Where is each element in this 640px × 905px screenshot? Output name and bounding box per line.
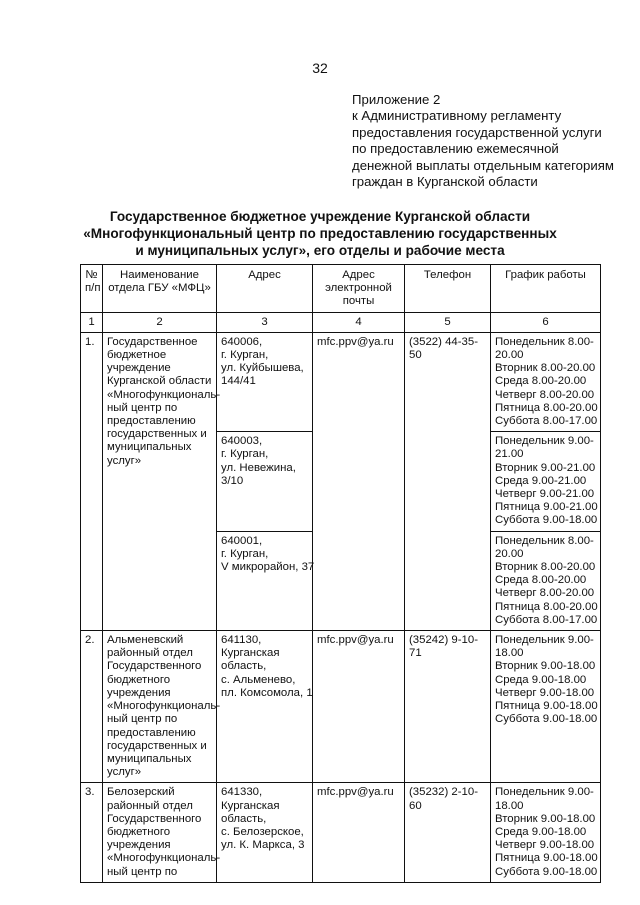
text-line: предоставлению xyxy=(107,415,196,428)
office-address xyxy=(217,531,313,630)
text-line: районный отдел xyxy=(107,647,193,660)
text-line: Приложение 2 xyxy=(352,92,441,107)
text-line: Пятница 9.00-21.00 xyxy=(495,501,598,514)
column-number: 3 xyxy=(217,312,313,332)
text-line: Государственного xyxy=(107,660,202,673)
work-schedule xyxy=(491,531,601,630)
column-number: 6 xyxy=(491,312,601,332)
text-line: ул. Куйбышева, xyxy=(221,362,304,375)
row-number: 2. xyxy=(81,631,103,783)
text-line: бюджетного xyxy=(107,825,171,838)
text-line: Государственного xyxy=(107,812,202,825)
text-line: V микрорайон, 37 xyxy=(221,561,315,574)
text-line: Среда 8.00-20.00 xyxy=(495,574,587,587)
text-line: и муниципальных услуг», его отделы и рабочие места xyxy=(135,243,505,258)
email-address: mfc.ppv@ya.ru xyxy=(313,783,405,882)
text-line: Белозерский xyxy=(107,786,175,799)
column-number: 1 xyxy=(81,312,103,332)
text-line: 3/10 xyxy=(221,474,244,487)
column-number: 2 xyxy=(103,312,217,332)
text-line: Вторник 9.00-18.00 xyxy=(495,660,596,673)
text-line: 144/41 xyxy=(221,375,256,388)
text-line: с. Белозерское, xyxy=(221,825,304,838)
text-line: Понедельник 9.00- xyxy=(495,634,594,647)
text-line: Среда 9.00-18.00 xyxy=(495,825,587,838)
text-line: «Многофункциональ- xyxy=(107,700,221,713)
text-line: почты xyxy=(342,295,375,308)
text-line: Пятница 9.00-18.00 xyxy=(495,852,598,865)
mfc-offices-table xyxy=(80,264,601,883)
text-line: Понедельник 9.00- xyxy=(495,435,594,448)
text-line: Суббота 9.00-18.00 xyxy=(495,713,598,726)
text-line: «Многофункциональ- xyxy=(107,852,221,865)
text-line: Курганская xyxy=(221,647,280,660)
text-line: Курганская xyxy=(221,799,280,812)
text-line: «Многофункциональ- xyxy=(107,388,221,401)
text-line: 640003, xyxy=(221,435,263,448)
table-row xyxy=(81,631,601,783)
text-line: предоставления государственной услуги xyxy=(352,124,602,140)
work-schedule xyxy=(491,332,601,431)
text-line: денежной выплаты отдельным категориям xyxy=(352,157,614,173)
header-name xyxy=(103,265,217,313)
text-line: услуг» xyxy=(107,454,142,467)
office-address xyxy=(217,631,313,783)
text-line: граждан в Курганской области xyxy=(352,174,538,190)
text-line: учреждения xyxy=(107,839,171,852)
text-line: ул. Невежина, xyxy=(221,461,296,474)
work-schedule xyxy=(491,631,601,783)
text-line: 641130, xyxy=(221,634,262,647)
appendix-note xyxy=(352,92,632,190)
text-line: Четверг 9.00-21.00 xyxy=(495,488,595,501)
text-line: Пятница 8.00-20.00 xyxy=(495,600,598,613)
text-line: Пятница 8.00-20.00 xyxy=(495,401,598,414)
text-line: ный центр по xyxy=(107,865,178,878)
text-line: График работы xyxy=(505,269,586,281)
text-line: Вторник 9.00-21.00 xyxy=(495,461,596,474)
text-line: районный отдел xyxy=(107,799,193,812)
text-line: 641330, xyxy=(221,786,263,799)
text-line: Государственное бюджетное учреждение Курганской области xyxy=(109,209,531,224)
email-address: mfc.ppv@ya.ru xyxy=(313,332,405,630)
page-number: 32 xyxy=(312,60,328,76)
header-phone xyxy=(405,265,491,313)
column-number: 5 xyxy=(405,312,491,332)
text-line: п/п xyxy=(85,282,101,295)
text-line: Адрес xyxy=(342,269,375,281)
text-line: Вторник 9.00-18.00 xyxy=(495,812,596,825)
text-line: 640006, xyxy=(221,335,263,348)
office-address xyxy=(217,783,313,882)
text-line: ный центр по xyxy=(107,713,178,726)
table-header-row xyxy=(81,265,601,313)
work-schedule xyxy=(491,783,601,882)
column-number: 4 xyxy=(313,312,405,332)
text-line: Пятница 9.00-18.00 xyxy=(495,700,598,713)
text-line: Суббота 8.00-17.00 xyxy=(495,613,598,626)
text-line: Суббота 9.00-18.00 xyxy=(495,514,598,527)
text-line: Курганской области xyxy=(107,375,212,388)
phone-number: (3522) 44-35-50 xyxy=(405,332,491,630)
text-line: Четверг 8.00-20.00 xyxy=(495,388,595,401)
row-number: 1. xyxy=(81,332,103,630)
text-line: Наименование xyxy=(120,269,199,281)
text-line: бюджетное xyxy=(107,349,167,362)
text-line: Адрес xyxy=(248,269,281,281)
text-line: 20.00 xyxy=(495,349,524,362)
header-address xyxy=(217,265,313,313)
text-line: учреждения xyxy=(107,686,171,699)
phone-number: (35232) 2-10-60 xyxy=(405,783,491,882)
text-line: г. Курган, xyxy=(221,547,269,560)
text-line: Среда 8.00-20.00 xyxy=(495,375,587,388)
text-line: Четверг 8.00-20.00 xyxy=(495,587,595,600)
text-line: 21.00 xyxy=(495,448,524,461)
text-line: к Административному регламенту xyxy=(352,108,562,124)
text-line: Суббота 8.00-17.00 xyxy=(495,415,598,428)
text-line: 20.00 xyxy=(495,547,524,560)
text-line: бюджетного xyxy=(107,673,171,686)
text-line: муниципальных xyxy=(107,752,192,765)
header-email xyxy=(313,265,405,313)
text-line: Понедельник 8.00- xyxy=(495,534,594,547)
text-line: область, xyxy=(221,812,267,825)
text-line: услуг» xyxy=(107,766,142,779)
text-line: учреждение xyxy=(107,362,171,375)
text-line: Телефон xyxy=(423,269,472,281)
text-line: отдела ГБУ «МФЦ» xyxy=(108,282,211,295)
table-row xyxy=(81,783,601,882)
text-line: ный центр по xyxy=(107,401,178,414)
text-line: ул. К. Маркса, 3 xyxy=(221,839,305,852)
text-line: № xyxy=(85,269,98,281)
work-schedule xyxy=(491,432,601,531)
header-schedule xyxy=(491,265,601,313)
table-row xyxy=(81,332,601,431)
text-line: Понедельник 9.00- xyxy=(495,786,594,799)
text-line: г. Курган, xyxy=(221,349,269,362)
text-line: Четверг 9.00-18.00 xyxy=(495,839,595,852)
text-line: Среда 9.00-18.00 xyxy=(495,673,587,686)
text-line: область, xyxy=(221,660,267,673)
header-num xyxy=(81,265,103,313)
text-line: пл. Комсомола, 1 xyxy=(221,686,313,699)
department-name xyxy=(103,783,221,882)
text-line: муниципальных xyxy=(107,441,192,454)
document-title xyxy=(0,208,640,259)
text-line: «Многофункциональный центр по предоставлению государственных xyxy=(83,226,557,241)
text-line: государственных и xyxy=(107,428,207,441)
text-line: с. Альменево, xyxy=(221,673,296,686)
office-address xyxy=(217,332,313,431)
text-line: Суббота 9.00-18.00 xyxy=(495,865,598,878)
text-line: государственных и xyxy=(107,739,207,752)
column-number-row xyxy=(81,312,601,332)
text-line: 18.00 xyxy=(495,799,524,812)
text-line: Вторник 8.00-20.00 xyxy=(495,362,596,375)
text-line: Понедельник 8.00- xyxy=(495,335,594,348)
phone-number: (35242) 9-10-71 xyxy=(405,631,491,783)
text-line: 640001, xyxy=(221,534,263,547)
text-line: электронной xyxy=(325,282,392,295)
text-line: Среда 9.00-21.00 xyxy=(495,474,587,487)
text-line: Государственное xyxy=(107,335,198,348)
email-address: mfc.ppv@ya.ru xyxy=(313,631,405,783)
text-line: Альменевский xyxy=(107,634,184,647)
text-line: по предоставлению ежемесячной xyxy=(352,141,559,157)
text-line: 18.00 xyxy=(495,647,524,660)
text-line: Четверг 9.00-18.00 xyxy=(495,686,595,699)
office-address xyxy=(217,432,313,531)
text-line: Вторник 8.00-20.00 xyxy=(495,561,596,574)
row-number: 3. xyxy=(81,783,103,882)
text-line: предоставлению xyxy=(107,726,196,739)
department-name xyxy=(103,332,221,630)
department-name xyxy=(103,631,221,783)
text-line: г. Курган, xyxy=(221,448,269,461)
